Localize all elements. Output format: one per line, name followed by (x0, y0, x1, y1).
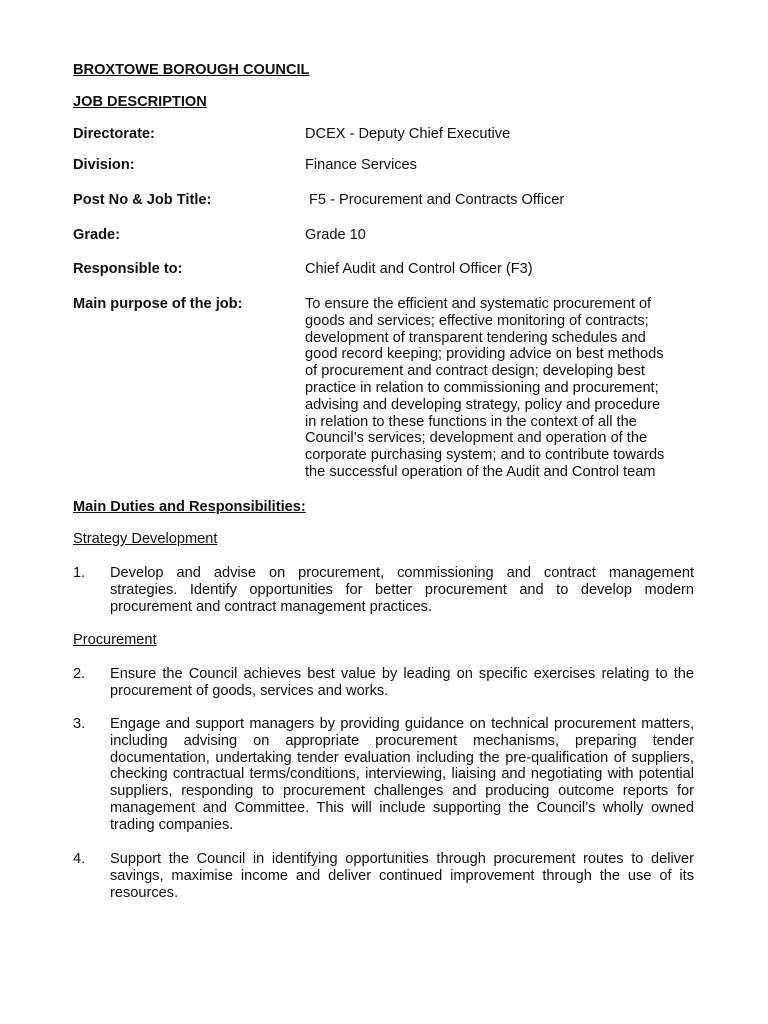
purpose-line: practice in relation to commissioning and procurement; (305, 379, 659, 396)
purpose-line: in relation to these functions in the context of all the (305, 413, 637, 430)
purpose-line: To ensure the efficient and systematic procurement of (305, 296, 652, 312)
duty-number: 3. (73, 716, 86, 732)
purpose-line: development of transparent tendering schedules and (305, 329, 646, 346)
duty-text: Develop and advise on procurement, commissioning and contract management strategies. Identify opportunities for better procurement and to develop modern procurement and contract management practices. (110, 565, 694, 615)
duty-text: Ensure the Council achieves best value by leading on specific exercises relating to the procurement of goods, services and works. (110, 666, 694, 699)
duty-number: 2. (73, 666, 86, 682)
purpose-line: advising and developing strategy, policy and procedure (305, 396, 661, 413)
purpose-line: goods and services; effective monitoring of contracts; (305, 312, 649, 329)
grade-label: Grade: (73, 227, 121, 243)
council-title: BROXTOWE BOROUGH COUNCIL (73, 62, 310, 78)
duty-number: 1. (73, 565, 86, 581)
responsible-to-value: Chief Audit and Control Officer (F3) (305, 261, 533, 277)
division-value: Finance Services (305, 157, 417, 173)
post-title-label: Post No & Job Title: (73, 192, 212, 208)
purpose-line: the successful operation of the Audit and Control team (305, 463, 656, 480)
duty-text: Support the Council in identifying opportunities through procurement routes to deliver savings, maximise income and deliver continued improvement through the use of its resources. (110, 851, 694, 901)
main-purpose-text (305, 296, 695, 481)
directorate-label: Directorate: (73, 126, 155, 142)
purpose-line: of procurement and contract design; developing best (305, 363, 645, 380)
purpose-line: Council’s services; development and operation of the (305, 430, 648, 447)
purpose-line: corporate purchasing system; and to contribute towards (305, 447, 665, 464)
duty-number: 4. (73, 851, 86, 867)
main-purpose-label: Main purpose of the job: (73, 296, 243, 312)
strategy-heading: Strategy Development (73, 531, 218, 547)
purpose-line: good record keeping; providing advice on best methods (305, 346, 664, 363)
procurement-heading: Procurement (73, 632, 157, 648)
document-title: JOB DESCRIPTION (73, 94, 207, 110)
post-title-value: F5 - Procurement and Contracts Officer (309, 192, 565, 208)
duty-text: Engage and support managers by providing guidance on technical procurement matters, including advising on appropriate procurement mechanisms, preparing tender documentation, undertaking tender evaluation including the pre-qualification of suppliers, checking contractual terms/conditions, interviewing, liaising and negotiating with potential suppliers, responding to procurement challenges and producing outcome reports for management and Committee. This will include supporting the Council’s wholly owned trading companies. (110, 716, 694, 833)
responsible-to-label: Responsible to: (73, 261, 183, 277)
grade-value: Grade 10 (305, 227, 366, 243)
division-label: Division: (73, 157, 135, 173)
directorate-value: DCEX - Deputy Chief Executive (305, 126, 511, 142)
duties-heading: Main Duties and Responsibilities: (73, 499, 306, 515)
